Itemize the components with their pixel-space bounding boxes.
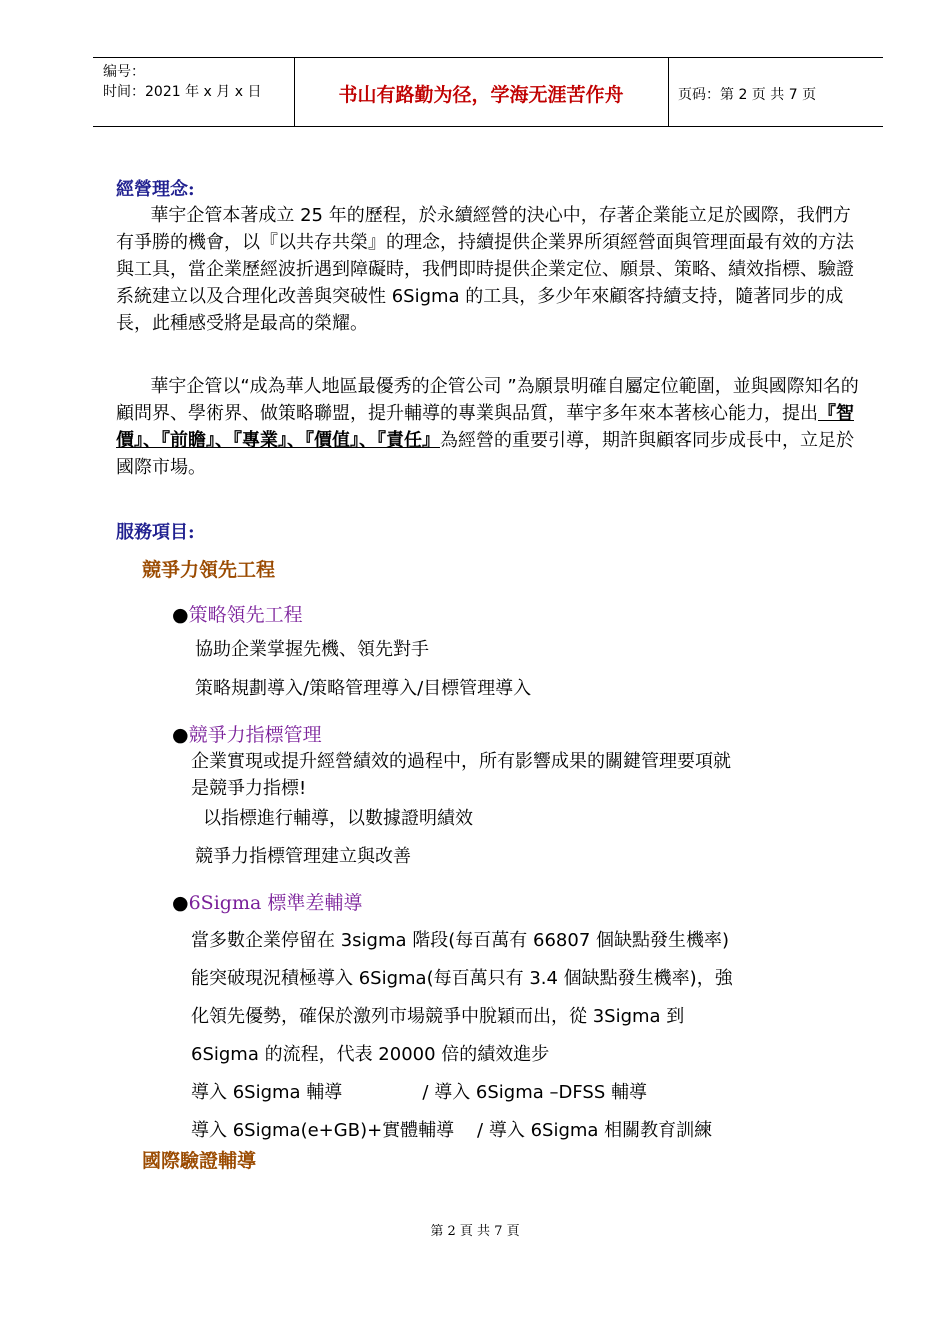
p2-keywords: 『智價』、『前瞻』、『專業』、『價值』、『責任』 xyxy=(116,403,854,451)
item-line: 策略規劃導入/策略管理導入/目標管理導入 xyxy=(195,678,532,699)
time-label: 时间：2021 年 x 月 x 日 xyxy=(103,84,262,100)
item-line: 能突破現況積極導入 6Sigma(每百萬只有 3.4 個缺點發生機率)，強 xyxy=(191,968,733,989)
item-line: 協助企業掌握先機、領先對手 xyxy=(195,639,429,660)
page-footer: 第 2 頁 共 7 頁 xyxy=(430,1224,520,1239)
item-line: 化領先優勢，確保於激列市場競爭中脫穎而出，從 3Sigma 到 xyxy=(191,1006,685,1027)
bullet-icon: ● xyxy=(172,724,189,746)
philosophy-paragraph-1: 華宇企管本著成立 25 年的歷程，於永續經營的決心中，存著企業能立足於國際，我們方有爭勝的機會，以『以共存共榮』的理念，持續提供企業界所須經營面與管理面最有效的方法與工具，當企業歷經波折遇到障礙時，我們即時提供企業定位、願景、策略、績效指標、驗證系統建立以及合理化改善與突破性 6Sigma 的工具，多少年來顧客持續支持，隨著同步的成長，此種感受將是最高的榮耀。 xyxy=(116,205,854,334)
item-line: 是競爭力指標! xyxy=(191,778,307,799)
service-item-6sigma xyxy=(172,888,362,915)
item-title: 策略領先工程 xyxy=(188,604,303,626)
item-title: 競爭力指標管理 xyxy=(188,724,322,746)
item-line: 6Sigma 的流程，代表 20000 倍的績效進步 xyxy=(191,1044,550,1065)
item-line: 企業實現或提升經營績效的過程中，所有影響成果的關鍵管理要項就 xyxy=(191,751,731,772)
header-divider xyxy=(668,58,669,126)
section-competitiveness: 競爭力領先工程 xyxy=(142,559,276,581)
item-line: 當多數企業停留在 3sigma 階段(每百萬有 66807 個缺點發生機率) xyxy=(191,930,730,951)
services-title: 服務項目: xyxy=(116,522,195,543)
header-meta xyxy=(103,62,261,102)
item-line: 競爭力指標管理建立與改善 xyxy=(195,846,411,867)
number-label: 编号： xyxy=(103,64,145,80)
p2-text-a: 華宇企管以“成為華人地區最優秀的企管公司 ”為願景明確自屬定位範圍，並與國際知名的顧問界、學術界、做策略聯盟，提升輔導的專業與品質，華宇多年來本著核心能力，提出 xyxy=(116,376,859,424)
philosophy-title: 經營理念: xyxy=(116,179,195,200)
service-item-kpi xyxy=(172,720,322,747)
philosophy-paragraph-2 xyxy=(116,373,866,481)
item-line: 以指標進行輔導，以數據證明績效 xyxy=(203,808,473,829)
p2-text-b: 為經營的重要引導，期許與顧客同步成長中，立足於國際市場。 xyxy=(116,430,854,478)
item-line: 導入 6Sigma(e+GB)+實體輔導 / 導入 6Sigma 相關教育訓練 xyxy=(191,1120,713,1141)
bullet-icon: ● xyxy=(172,892,189,914)
item-title: 6Sigma 標準差輔導 xyxy=(188,892,363,914)
header-page-info: 页码：第 2 页 共 7 页 xyxy=(678,87,817,103)
service-item-strategy xyxy=(172,600,303,627)
page-header xyxy=(93,57,883,127)
item-line: 導入 6Sigma 輔導 / 導入 6Sigma –DFSS 輔導 xyxy=(191,1082,647,1103)
bullet-icon: ● xyxy=(172,604,189,626)
header-motto: 书山有路勤为径，学海无涯苦作舟 xyxy=(338,84,624,106)
section-certification: 國際驗證輔導 xyxy=(142,1150,257,1172)
